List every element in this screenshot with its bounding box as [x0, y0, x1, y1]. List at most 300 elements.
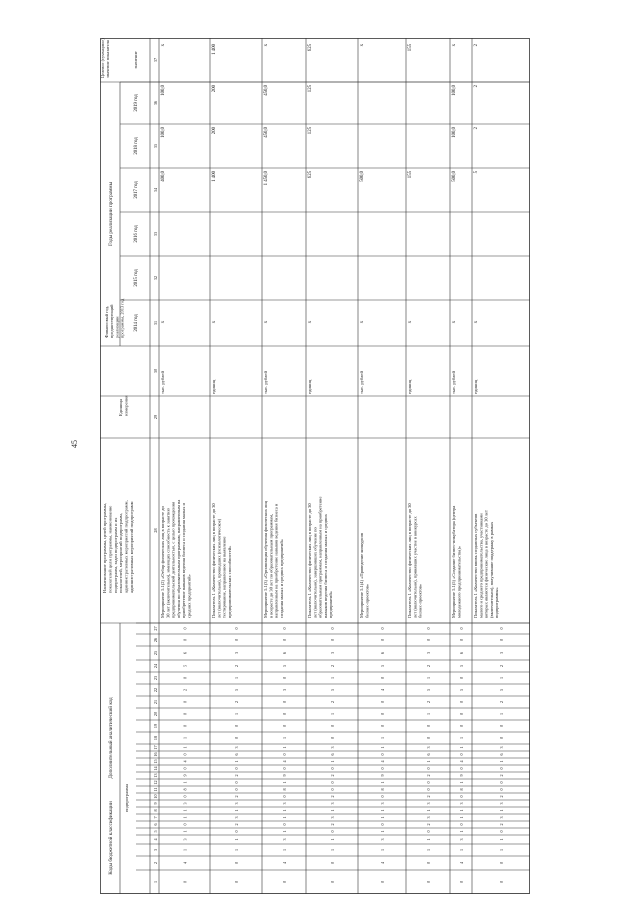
row-code-3-1: 0 [330, 861, 335, 865]
row-code-6-14: 4 [459, 760, 464, 763]
codes-group-header: Коды бюджетной классификации [108, 801, 114, 875]
row-code-4-7: 1 [380, 809, 385, 812]
row-value-3-4: 125 [308, 127, 313, 135]
row-code-6-17: 1 [459, 736, 464, 740]
row-code-7-25: 0 [499, 638, 504, 642]
column-number: 16 [153, 752, 158, 757]
row-value-0-3: 400,0 [161, 171, 166, 182]
row-name-5: бизнес-проектов» [417, 583, 423, 618]
row-code-1-23: 2 [234, 664, 239, 668]
row-code-7-23: 2 [499, 664, 504, 668]
row-code-4-9: 0 [380, 795, 385, 798]
row-code-5-24: 3 [426, 651, 431, 655]
base-year-header: Финансовый год, [104, 305, 109, 338]
row-final-3: 625 [308, 44, 313, 52]
row-code-2-11: 1 [282, 781, 287, 784]
column-number: 4 [153, 838, 158, 841]
row-code-3-20: 2 [330, 700, 335, 704]
row-value-2-5: 450,0 [264, 85, 269, 96]
row-code-7-19: 1 [499, 712, 504, 716]
row-code-6-9: 0 [459, 795, 464, 798]
row-code-0-13: 0 [182, 767, 188, 770]
row-code-6-16: 1 [459, 746, 464, 749]
row-code-6-24: 6 [459, 651, 464, 655]
name-column-header: показателей цели программы, наименование [107, 505, 113, 593]
row-code-1-1: 0 [234, 861, 239, 865]
row-code-2-4: 1 [282, 830, 287, 833]
row-code-0-2: 1 [182, 848, 188, 852]
row-code-1-13: 0 [234, 767, 239, 770]
row-code-0-26: 0 [182, 627, 188, 630]
row-code-0-3: 3 [182, 838, 188, 841]
column-number: 36 [153, 100, 158, 106]
row-name-1: лет (включительно), прошедших (психологическое) [216, 518, 222, 618]
row-unit-1: единиц [211, 379, 216, 394]
row-code-7-6: 3 [499, 816, 504, 819]
column-number: 10 [153, 794, 158, 799]
column-number: 9 [153, 802, 158, 805]
row-code-2-9: 0 [282, 795, 287, 798]
column-number: 8 [153, 809, 158, 812]
row-code-6-1: 4 [459, 861, 464, 865]
final-value-header: значение показателя [105, 40, 110, 78]
row-final-0: х [161, 44, 166, 47]
row-code-2-18: 0 [282, 724, 287, 728]
column-number: 37 [153, 57, 158, 63]
column-number: 15 [153, 759, 158, 764]
row-value-7-5: 2 [474, 85, 479, 88]
row-code-4-13: 0 [380, 767, 385, 770]
row-final-4: х [360, 44, 365, 47]
row-code-4-21: 4 [380, 688, 385, 692]
column-number: 3 [153, 848, 158, 852]
row-code-4-23: 5 [380, 664, 385, 668]
row-code-4-8: 3 [380, 802, 385, 805]
row-code-7-10: 0 [499, 788, 504, 791]
row-code-0-20: 0 [182, 700, 188, 704]
row-code-3-16: 3 [330, 746, 335, 749]
row-code-5-3: 1 [426, 838, 431, 841]
row-code-2-5: 0 [282, 823, 287, 826]
column-number: 5 [153, 830, 158, 833]
row-code-3-25: 0 [330, 638, 335, 642]
row-code-5-2: 1 [426, 848, 431, 852]
row-code-7-26: 0 [499, 627, 504, 630]
row-code-0-22: 0 [182, 676, 188, 680]
row-code-6-19: 0 [459, 712, 464, 716]
unit-column-header: измерения [123, 395, 129, 416]
final-value-subheader: значение [133, 51, 138, 69]
column-number: 11 [153, 787, 158, 792]
row-name-7: Показатель 1 «Количество вновь созданных субъектов [473, 513, 478, 618]
row-code-1-3: 1 [234, 838, 239, 841]
year-header-4: 2018 год [134, 137, 139, 155]
year-header-3: 2017 год [134, 181, 139, 199]
row-name-3: лет (включительно), завершивших обучение по [312, 527, 318, 618]
row-code-0-23: 5 [182, 664, 188, 668]
final-value-header: Целевое (суммарное) [100, 38, 105, 78]
row-code-2-22: 0 [282, 676, 287, 680]
column-number: 12 [153, 780, 158, 785]
row-code-0-17: 1 [182, 736, 188, 740]
row-code-2-20: 0 [282, 700, 287, 704]
row-code-5-18: 0 [426, 724, 431, 728]
row-code-6-8: 3 [459, 802, 464, 805]
row-code-0-9: 0 [182, 795, 188, 798]
row-unit-7: единиц [473, 379, 478, 394]
row-code-3-22: 1 [330, 676, 335, 680]
row-code-7-13: 0 [499, 767, 504, 770]
row-name-3: образовательным программам, направленным на приобретение [317, 496, 323, 618]
name-column-header: подпрограмм, задач подпрограмм и их [112, 517, 118, 593]
row-code-7-1: 0 [499, 861, 504, 865]
row-code-6-6: 1 [459, 816, 464, 819]
row-code-4-0: 0 [380, 880, 385, 884]
row-code-3-11: 0 [330, 781, 335, 784]
row-code-5-25: 0 [426, 638, 431, 642]
column-number: 19 [153, 723, 158, 729]
row-value-1-4: 200 [212, 127, 217, 135]
row-code-4-20: 0 [380, 700, 385, 704]
row-code-1-9: 2 [234, 795, 239, 798]
row-code-5-5: 2 [426, 823, 431, 826]
years-group-header: Годы реализации программы [108, 181, 114, 247]
rotated-budget-table [100, 38, 530, 894]
row-code-4-6: 1 [380, 816, 385, 819]
row-final-1: 1 400 [212, 44, 217, 55]
row-code-1-5: 2 [234, 823, 239, 826]
column-number: 28 [153, 528, 158, 533]
row-name-1: тестирование, направленное на выявление [221, 536, 227, 618]
row-code-0-5: 0 [182, 823, 188, 826]
row-final-5: 155 [408, 44, 413, 52]
row-code-4-4: 1 [380, 830, 385, 833]
page-number: 45 [70, 440, 79, 448]
row-value-6-4: 100,0 [452, 127, 457, 138]
row-code-3-10: 0 [330, 788, 335, 791]
row-code-6-7: 1 [459, 809, 464, 812]
row-code-0-7: 1 [182, 809, 188, 812]
row-name-2: Мероприятие 5.1(3) «Организация обучения физических лиц [263, 500, 268, 618]
row-value-2-4: 450,0 [264, 127, 269, 138]
column-number: 1 [153, 880, 158, 884]
row-final-6: х [452, 44, 457, 47]
row-code-2-7: 1 [282, 809, 287, 812]
row-code-5-9: 2 [426, 795, 431, 798]
row-code-3-9: 2 [330, 795, 335, 798]
row-base-3: х [308, 320, 313, 324]
row-code-6-22: 0 [459, 676, 464, 680]
row-code-6-0: 0 [459, 880, 464, 884]
name-column-header: административных мероприятий подпрограмм, [123, 500, 129, 593]
row-name-1: предпринимательских способностей» [226, 545, 232, 618]
row-base-6: х [452, 320, 457, 324]
row-code-2-25: 0 [282, 638, 287, 642]
row-unit-4: тыс. рублей [359, 371, 364, 394]
column-number: 14 [153, 766, 158, 771]
row-code-6-3: 3 [459, 838, 464, 841]
row-code-1-24: 3 [234, 651, 239, 655]
column-number: 21 [153, 699, 158, 705]
row-code-0-18: 0 [182, 724, 188, 728]
row-code-3-18: 0 [330, 724, 335, 728]
row-code-5-6: 3 [426, 816, 431, 819]
row-code-6-23: 5 [459, 664, 464, 668]
row-code-5-14: 1 [426, 760, 431, 763]
row-code-3-24: 3 [330, 651, 335, 655]
row-code-3-4: 0 [330, 830, 335, 833]
row-name-7: подпрограммы» [494, 587, 500, 618]
row-name-7: (включительно), получившие поддержку в рамках [488, 521, 494, 618]
row-code-3-17: 0 [330, 736, 335, 740]
row-code-7-24: 3 [499, 651, 504, 655]
row-base-0: х [161, 320, 166, 324]
codes-subheader: подпрограмма [124, 783, 129, 813]
row-code-3-15: 6 [330, 753, 335, 756]
row-code-5-1: 0 [426, 861, 431, 865]
row-code-6-20: 0 [459, 700, 464, 704]
row-code-5-17: 0 [426, 736, 431, 740]
row-code-4-24: 6 [380, 651, 385, 655]
row-code-5-15: 6 [426, 753, 431, 756]
row-code-5-20: 2 [426, 700, 431, 704]
row-code-7-18: 0 [499, 724, 504, 728]
row-code-2-12: 9 [282, 774, 287, 777]
row-code-3-23: 2 [330, 664, 335, 668]
row-code-0-0: 0 [182, 880, 188, 884]
row-code-2-6: 1 [282, 816, 287, 819]
row-code-1-20: 2 [234, 700, 239, 704]
row-code-2-23: 5 [282, 664, 287, 668]
row-code-2-21: 3 [282, 688, 287, 692]
row-code-0-6: 1 [182, 816, 188, 819]
row-code-4-16: 1 [380, 746, 385, 749]
row-code-1-18: 0 [234, 724, 239, 728]
column-number: 27 [153, 626, 158, 631]
row-code-3-19: 1 [330, 712, 335, 716]
column-number: 13 [153, 773, 158, 778]
row-code-5-19: 1 [426, 712, 431, 716]
row-code-2-1: 4 [282, 861, 287, 865]
row-unit-2: тыс. рублей [263, 371, 268, 394]
row-code-7-3: 1 [499, 838, 504, 841]
row-code-4-22: 0 [380, 676, 385, 680]
row-code-2-15: 0 [282, 753, 287, 756]
row-value-1-5: 200 [212, 85, 217, 93]
row-code-0-14: 4 [182, 760, 188, 763]
row-code-7-20: 2 [499, 700, 504, 704]
year-header-2: 2016 год [134, 225, 139, 243]
row-code-5-0: 0 [426, 880, 431, 884]
row-value-7-3: 5 [474, 171, 479, 174]
row-code-0-21: 2 [182, 688, 188, 692]
row-code-3-5: 2 [330, 823, 335, 826]
column-number: 32 [153, 275, 158, 281]
row-code-3-2: 1 [330, 848, 335, 852]
row-name-5: лет (включительно), принявших участие в конкурсах [412, 516, 418, 618]
column-number: 24 [153, 663, 158, 669]
row-code-7-5: 2 [499, 823, 504, 826]
base-year-header: предшествующий [109, 304, 115, 338]
column-number: 18 [153, 735, 158, 741]
row-code-4-19: 0 [380, 712, 385, 716]
column-number: 30 [153, 368, 158, 374]
row-code-1-26: 0 [234, 627, 239, 630]
row-code-2-2: 1 [282, 848, 287, 852]
row-code-7-0: 0 [499, 880, 504, 884]
row-code-7-16: 3 [499, 746, 504, 749]
row-code-0-25: 0 [182, 638, 188, 642]
row-value-6-3: 500,0 [452, 171, 457, 182]
row-code-6-10: 8 [459, 788, 464, 791]
row-value-4-3: 500,0 [360, 171, 365, 182]
row-code-6-12: 9 [459, 774, 464, 777]
row-code-5-12: 2 [426, 774, 431, 777]
row-code-2-14: 4 [282, 760, 287, 763]
row-name-0: предпринимательской деятельностью, с целью прохождения [170, 501, 176, 618]
row-code-7-17: 0 [499, 736, 504, 740]
row-name-0: 30 лет (включительно), имеющих способность к занятию [165, 508, 171, 618]
row-code-1-12: 2 [234, 774, 239, 777]
row-name-3: Показатель 1 «Количество физических лиц в возрасте до 30 [307, 503, 312, 618]
row-code-4-11: 1 [380, 781, 385, 784]
row-code-5-11: 0 [426, 781, 431, 784]
row-name-4: Мероприятие 5.1(4) «Проведение конкурсов [359, 533, 364, 618]
row-code-2-16: 1 [282, 746, 287, 749]
row-code-6-4: 1 [459, 830, 464, 833]
row-name-7: которых являются физические лица в возрасте до 30 лет [483, 510, 489, 618]
row-code-0-4: 1 [182, 830, 188, 833]
column-number: 35 [153, 143, 158, 149]
row-code-4-1: 4 [380, 861, 385, 865]
column-number: 31 [153, 320, 158, 326]
row-code-7-21: 5 [499, 688, 504, 692]
row-value-2-3: 1 450,0 [264, 171, 269, 186]
row-code-3-0: 0 [330, 880, 335, 884]
row-value-1-3: 1 400 [212, 171, 217, 182]
row-base-4: х [360, 320, 365, 324]
row-name-2: создания малых и средних предприятий» [278, 539, 284, 618]
row-code-5-16: 3 [426, 746, 431, 749]
row-value-0-4: 100,0 [161, 127, 166, 138]
row-code-7-2: 1 [499, 848, 504, 852]
row-name-6: Мероприятие 5.1(5) «Создание бизнес-инкубатора (центра [451, 505, 456, 618]
row-code-2-17: 1 [282, 736, 287, 740]
row-code-7-15: 6 [499, 753, 504, 756]
row-code-7-22: 1 [499, 676, 504, 680]
row-code-5-4: 0 [426, 830, 431, 833]
row-code-0-12: 9 [182, 774, 188, 777]
row-code-6-21: 5 [459, 688, 464, 692]
row-code-2-10: 8 [282, 788, 287, 791]
row-code-1-16: 3 [234, 746, 239, 749]
row-code-6-5: 0 [459, 823, 464, 826]
row-base-7: х [474, 320, 479, 324]
column-number: 7 [153, 816, 158, 819]
base-year-header: программы, 2013 год [119, 298, 125, 338]
column-number: 25 [153, 650, 158, 656]
row-code-4-25: 0 [380, 638, 385, 642]
base-year-header: реализации [114, 316, 120, 338]
row-code-5-7: 1 [426, 809, 431, 812]
name-column-header: Наименование программы, целей программы, [102, 503, 107, 593]
column-number: 22 [153, 687, 158, 693]
row-name-0: приобретение навыков ведения бизнеса и создания малых и [181, 503, 187, 618]
row-value-5-3: 155 [408, 171, 413, 179]
row-name-4: бизнес-проектов» [364, 583, 370, 618]
row-code-1-7: 1 [234, 809, 239, 812]
row-code-7-4: 0 [499, 830, 504, 833]
row-code-1-19: 1 [234, 712, 239, 716]
row-name-0: Мероприятие 5.1(2) «Отбор физических лиц в возрасте до [160, 506, 165, 618]
row-code-4-12: 9 [380, 774, 385, 777]
row-code-4-5: 0 [380, 823, 385, 826]
row-code-3-26: 0 [330, 627, 335, 630]
row-code-1-4: 0 [234, 830, 239, 833]
column-number: 20 [153, 711, 158, 717]
row-code-2-24: 6 [282, 651, 287, 655]
row-code-5-21: 5 [426, 688, 431, 692]
row-code-7-14: 1 [499, 760, 504, 763]
row-name-3: предприятий» [328, 590, 334, 618]
row-code-4-26: 0 [380, 627, 385, 630]
row-code-0-15: 0 [182, 753, 188, 756]
row-name-5: Показатель 1 «Количество физических лиц в возрасте до 30 [407, 503, 412, 618]
row-code-2-0: 0 [282, 880, 287, 884]
column-number: 29 [153, 414, 158, 420]
row-code-7-11: 0 [499, 781, 504, 784]
row-final-7: 2 [474, 44, 479, 47]
row-code-1-10: 0 [234, 788, 239, 791]
row-name-3: навыков ведения бизнеса и создания малых и средних [322, 514, 328, 618]
row-code-1-22: 1 [234, 676, 239, 680]
row-code-5-13: 0 [426, 767, 431, 770]
row-code-3-8: 3 [330, 802, 335, 805]
row-code-7-8: 3 [499, 802, 504, 805]
row-code-0-24: 6 [182, 651, 188, 655]
row-code-1-2: 1 [234, 848, 239, 852]
row-base-1: х [212, 320, 217, 324]
row-name-7: малого и среднего предпринимательства, участниками [478, 513, 484, 618]
row-name-0: средних предприятий» [186, 574, 192, 618]
year-header-1: 2015 год [134, 269, 139, 287]
row-final-2: х [264, 44, 269, 47]
row-base-5: х [408, 320, 413, 324]
name-column-header: показателей, мероприятий подпрограмм, [118, 513, 124, 593]
row-code-0-11: 1 [182, 781, 188, 784]
name-column-header: административных мероприятий подпрограмм [129, 501, 134, 593]
row-code-1-21: 5 [234, 688, 239, 692]
row-value-3-5: 125 [308, 85, 313, 93]
row-code-4-2: 1 [380, 848, 385, 852]
row-code-1-17: 0 [234, 736, 239, 740]
year-header-5: 2019 год [134, 94, 139, 112]
row-code-5-10: 0 [426, 788, 431, 791]
row-code-6-18: 0 [459, 724, 464, 728]
row-code-0-8: 3 [182, 802, 188, 805]
unit-column-header: Единица [118, 398, 123, 416]
year-header-0: 2014 год [134, 314, 139, 332]
row-unit-6: тыс. рублей [451, 371, 456, 394]
row-code-2-8: 3 [282, 802, 287, 805]
row-code-5-26: 0 [426, 627, 431, 630]
row-code-7-9: 2 [499, 795, 504, 798]
row-code-0-1: 4 [182, 861, 188, 865]
row-unit-3: единиц [307, 379, 312, 394]
row-name-2: в возрасте до 30 лет по образовательным программам, [268, 513, 274, 618]
row-name-0: обучения по образовательным программам, направленным на [175, 499, 181, 618]
row-code-1-8: 3 [234, 802, 239, 805]
